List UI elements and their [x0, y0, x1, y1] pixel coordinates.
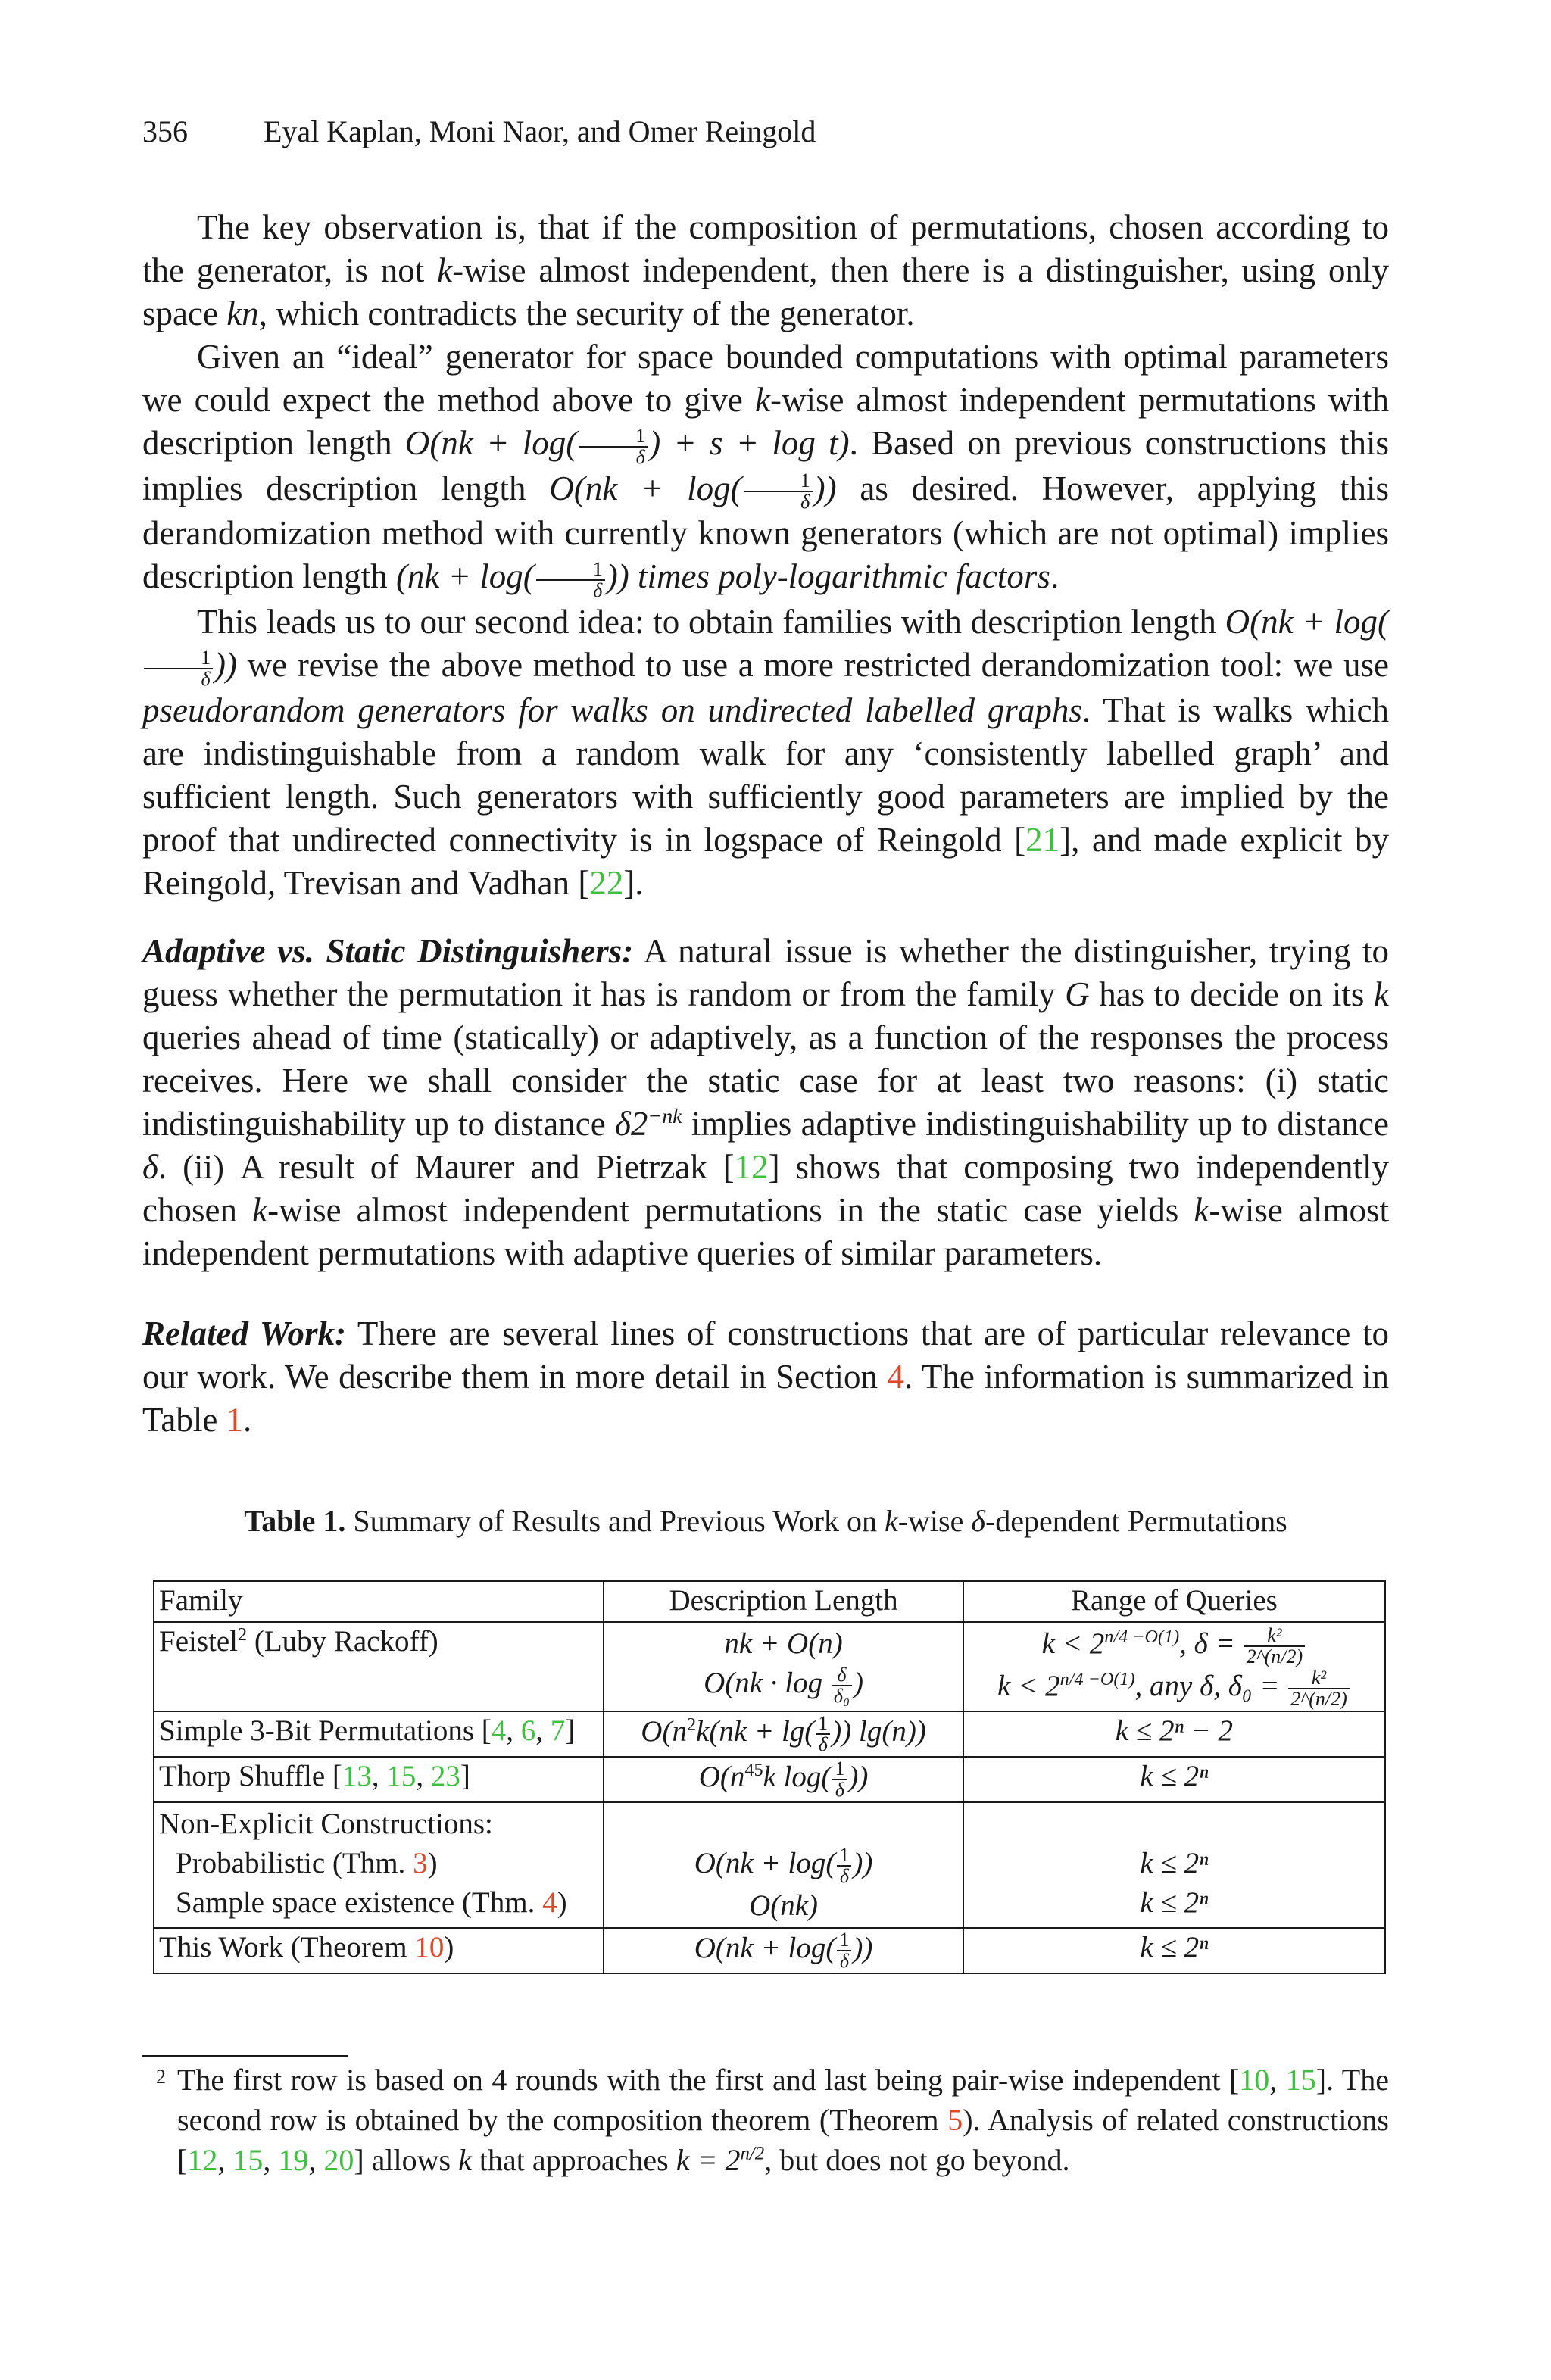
- citation-link[interactable]: 15: [1285, 2063, 1316, 2097]
- fraction: $\frac{1}{\delta}$: [579, 426, 648, 467]
- math-superscript: n/2: [740, 2143, 765, 2164]
- text-run: queries ahead of time (statically) or adaptively, as a function of the responses the process receives. Here we shall consider the static case for at least two reasons: (i) static indistinguishability up to distance: [142, 1018, 1389, 1143]
- paragraph-related-work: [142, 1312, 1389, 1442]
- math-run: O(nk + log(: [549, 469, 742, 507]
- footnote-rule: [142, 2055, 348, 2057]
- footnote-mark: 2: [156, 2066, 166, 2088]
- citation-link[interactable]: 22: [589, 863, 624, 902]
- text-run: , which contradicts the security of the generator.: [258, 295, 915, 332]
- citation-link[interactable]: 23: [430, 1760, 460, 1793]
- header-description-length: Description Length: [604, 1581, 963, 1622]
- page-number: 356: [142, 114, 188, 148]
- text-run: -dependent Permutations: [985, 1504, 1287, 1538]
- paragraph-ideal-generator: [142, 335, 1389, 600]
- math-run: (nk + log(: [395, 557, 535, 596]
- table-caption: [142, 1503, 1389, 1539]
- text-run: This leads us to our second idea: to obtain families with description length: [197, 603, 1225, 641]
- text-run: Given an “ideal” generator for space bounded computations with optimal parameters we could expect the method above to give: [142, 338, 1389, 419]
- table-row-thorp: [154, 1757, 1385, 1802]
- header-range-of-queries: Range of Queries: [963, 1581, 1385, 1622]
- main-text-block: [142, 206, 1389, 905]
- citation-link[interactable]: 15: [386, 1760, 417, 1793]
- math-run: kn: [226, 295, 259, 332]
- text-run: . The information is summarized in Table: [142, 1358, 1389, 1439]
- text-run: -wise almost independent permutations with adaptive queries of similar parameters.: [142, 1191, 1389, 1272]
- text-run: -wise almost independent permutations with description length: [142, 381, 1389, 462]
- theorem-link[interactable]: 5: [947, 2103, 963, 2137]
- cell-range: k ≤ 2ⁿ: [963, 1757, 1385, 1802]
- text-run: has to decide on its: [1089, 975, 1375, 1013]
- text-run: A natural issue is whether the distinguisher, trying to guess whether the permutation it has is random or from the family: [142, 932, 1389, 1013]
- citation-link[interactable]: 4: [491, 1714, 507, 1748]
- citation-link[interactable]: 13: [342, 1760, 372, 1793]
- cell-family: Thorp Shuffle [13, 15, 23]: [154, 1757, 604, 1802]
- text-run: , but does not go beyond.: [764, 2143, 1070, 2177]
- math-run: k = 2: [676, 2143, 741, 2177]
- text-run: that approaches: [471, 2143, 676, 2177]
- paragraph-second-idea: [142, 600, 1389, 905]
- cell-range: k ≤ 2ⁿ: [963, 1928, 1385, 1973]
- summary-table: [153, 1580, 1386, 1974]
- citation-link[interactable]: 12: [187, 2143, 218, 2177]
- cell-length: O(nk + log( $\frac{1}{\delta}$ )): [604, 1928, 963, 1973]
- text-run: .: [243, 1401, 252, 1439]
- cell-length: $O(n^{45}k$ log( $\frac{1}{\delta}$ )): [604, 1757, 963, 1802]
- fraction: $\frac{1}{\delta}$: [536, 560, 605, 600]
- fraction: $\frac{1}{\delta}$: [144, 648, 213, 689]
- text-run: There are several lines of constructions that are of particular relevance to our work. We describe them in more detail in Section: [142, 1315, 1389, 1396]
- text-run: ].: [623, 863, 644, 902]
- table-row-non-explicit: [154, 1802, 1385, 1928]
- paragraph-key-observation: [142, 206, 1389, 335]
- citation-link[interactable]: 19: [278, 2143, 309, 2177]
- text-run: -wise: [897, 1504, 972, 1538]
- text-run: as desired. However, applying this derandomization method with currently known generators (which are not optimal) implies description length: [142, 469, 1389, 596]
- math-run: )): [813, 469, 837, 507]
- math-superscript: −nk: [648, 1105, 682, 1128]
- header-authors: Eyal Kaplan, Moni Naor, and Omer Reingold: [264, 114, 816, 148]
- theorem-link[interactable]: 3: [413, 1847, 428, 1880]
- table-row-simple-3bit: [154, 1711, 1385, 1757]
- citation-link[interactable]: 6: [520, 1714, 536, 1748]
- related-work-section: [142, 1312, 1389, 1442]
- footnote: 2 The first row is based on 4 rounds with the first and last being pair-wise independent [10, 15]. The second row is obtained by the composition theorem (Theorem 5). Analysis of related constructions [12, 15, 19, 20] allows k that approaches $k = 2^{n/2}$, but does not go beyond.: [177, 2060, 1389, 2180]
- text-run: . Based on previous constructions this implies description length: [142, 424, 1389, 507]
- table-row-feistel: [154, 1622, 1385, 1711]
- citation-link[interactable]: 12: [734, 1148, 769, 1186]
- theorem-link[interactable]: 4: [542, 1886, 557, 1920]
- math-run: δ2: [614, 1105, 648, 1143]
- cell-length: nk + O(n) O(nk · log $\frac{\delta}{\text{δ₀}}$ ): [604, 1622, 963, 1711]
- math-run: k: [252, 1191, 268, 1229]
- text-run: ] allows: [354, 2143, 459, 2177]
- italic-run: times poly-logarithmic factors: [637, 557, 1050, 596]
- header-family: Family: [154, 1581, 604, 1622]
- text-run: ). Analysis of related constructions [: [177, 2103, 1389, 2177]
- math-run: k: [458, 2143, 472, 2177]
- math-run: k: [1194, 1191, 1209, 1229]
- text-run: . That is walks which are indistinguishable from a random walk for any ‘consistently labelled graph’ and sufficient length. Such generators with sufficiently good parameters are implied by the proof that undirected connectivity is in logspace of Reingold [: [142, 691, 1389, 859]
- text-run: Summary of Results and Previous Work on: [345, 1504, 885, 1538]
- text-run: -wise almost independent, then there is a distinguisher, using only space: [142, 251, 1389, 332]
- text-run: implies adaptive indistinguishability up to distance: [682, 1105, 1389, 1143]
- italic-run: pseudorandom generators for walks on undirected labelled graphs: [142, 691, 1082, 729]
- cell-range: $k < 2^{n/4 -O(1)}$, δ = $\frac{\text{k²}}{2\^{}(n/2)}$ $k < 2^{n/4 -O(1)}$, any δ, δ₀ = $\frac{\text{k²}}{2\^{}(n/2)}$: [963, 1622, 1385, 1711]
- theorem-link[interactable]: 10: [414, 1931, 445, 1964]
- math-run: δ: [142, 1148, 158, 1186]
- text-run: The key observation is, that if the composition of permutations, chosen according to the generator, is not: [142, 208, 1389, 289]
- citation-link[interactable]: 15: [232, 2143, 264, 2177]
- math-run: δ: [971, 1504, 985, 1538]
- math-run: ) + s + log t): [649, 424, 850, 462]
- math-run: k: [437, 251, 453, 289]
- cell-length: $O(n^2k(nk + \lg$( $\frac{1}{\delta}$ )) lg(n)): [604, 1711, 963, 1757]
- section-link[interactable]: 4: [887, 1358, 904, 1396]
- math-run: k: [755, 381, 771, 419]
- fraction: $\frac{1}{\delta}$: [744, 471, 813, 512]
- table-link[interactable]: 1: [226, 1401, 244, 1439]
- cell-length: O(nk + log( $\frac{1}{\delta}$ )) O(nk): [604, 1802, 963, 1928]
- table-header-row: [154, 1581, 1385, 1622]
- cell-family: Feistel$^2$ (Luby Rackoff): [154, 1622, 604, 1711]
- cell-family: Non-Explicit Constructions: Probabilistic (Thm. 3) Sample space existence (Thm. 4): [154, 1802, 604, 1928]
- text-run: ] shows that composing two independently chosen: [142, 1148, 1390, 1229]
- citation-link[interactable]: 10: [1239, 2063, 1270, 2097]
- paragraph-adaptive-static: [142, 930, 1389, 1275]
- text-run: -wise almost independent permutations in the static case yields: [267, 1191, 1194, 1229]
- citation-link[interactable]: 21: [1025, 820, 1060, 859]
- text-run: we revise the above method to use a more restricted derandomization tool: we use: [236, 646, 1389, 685]
- text-run: . (ii) A result of Maurer and Pietrzak [: [158, 1148, 735, 1186]
- text-run: ], and made explicit by Reingold, Trevisan and Vadhan [: [142, 820, 1389, 902]
- cell-family: This Work (Theorem 10): [154, 1928, 604, 1973]
- math-run: k: [1374, 975, 1389, 1013]
- caption-label: Table 1.: [244, 1504, 346, 1538]
- running-header: [142, 114, 816, 149]
- math-run: O(nk + log(: [404, 424, 578, 462]
- section-heading: Related Work:: [142, 1315, 347, 1352]
- math-run: k: [884, 1504, 898, 1538]
- text-run: The first row is based on 4 rounds with the first and last being pair-wise independent [: [177, 2063, 1240, 2097]
- math-run: )): [606, 557, 629, 596]
- section-heading: Adaptive vs. Static Distinguishers:: [142, 932, 634, 970]
- adaptive-section: [142, 930, 1389, 1275]
- citation-link[interactable]: 20: [323, 2143, 354, 2177]
- table-row-this-work: [154, 1928, 1385, 1973]
- math-run: O(nk + log(: [1225, 603, 1389, 641]
- cell-range: k ≤ 2ⁿ k ≤ 2ⁿ: [963, 1802, 1385, 1928]
- math-run: )): [214, 646, 237, 685]
- text-run: ]. The second row is obtained by the composition theorem (Theorem: [177, 2063, 1389, 2137]
- math-run: G: [1065, 975, 1090, 1013]
- text-run: .: [1050, 557, 1059, 596]
- cell-family: Simple 3-Bit Permutations [4, 6, 7]: [154, 1711, 604, 1757]
- citation-link[interactable]: 7: [550, 1714, 566, 1748]
- cell-range: k ≤ 2ⁿ − 2: [963, 1711, 1385, 1757]
